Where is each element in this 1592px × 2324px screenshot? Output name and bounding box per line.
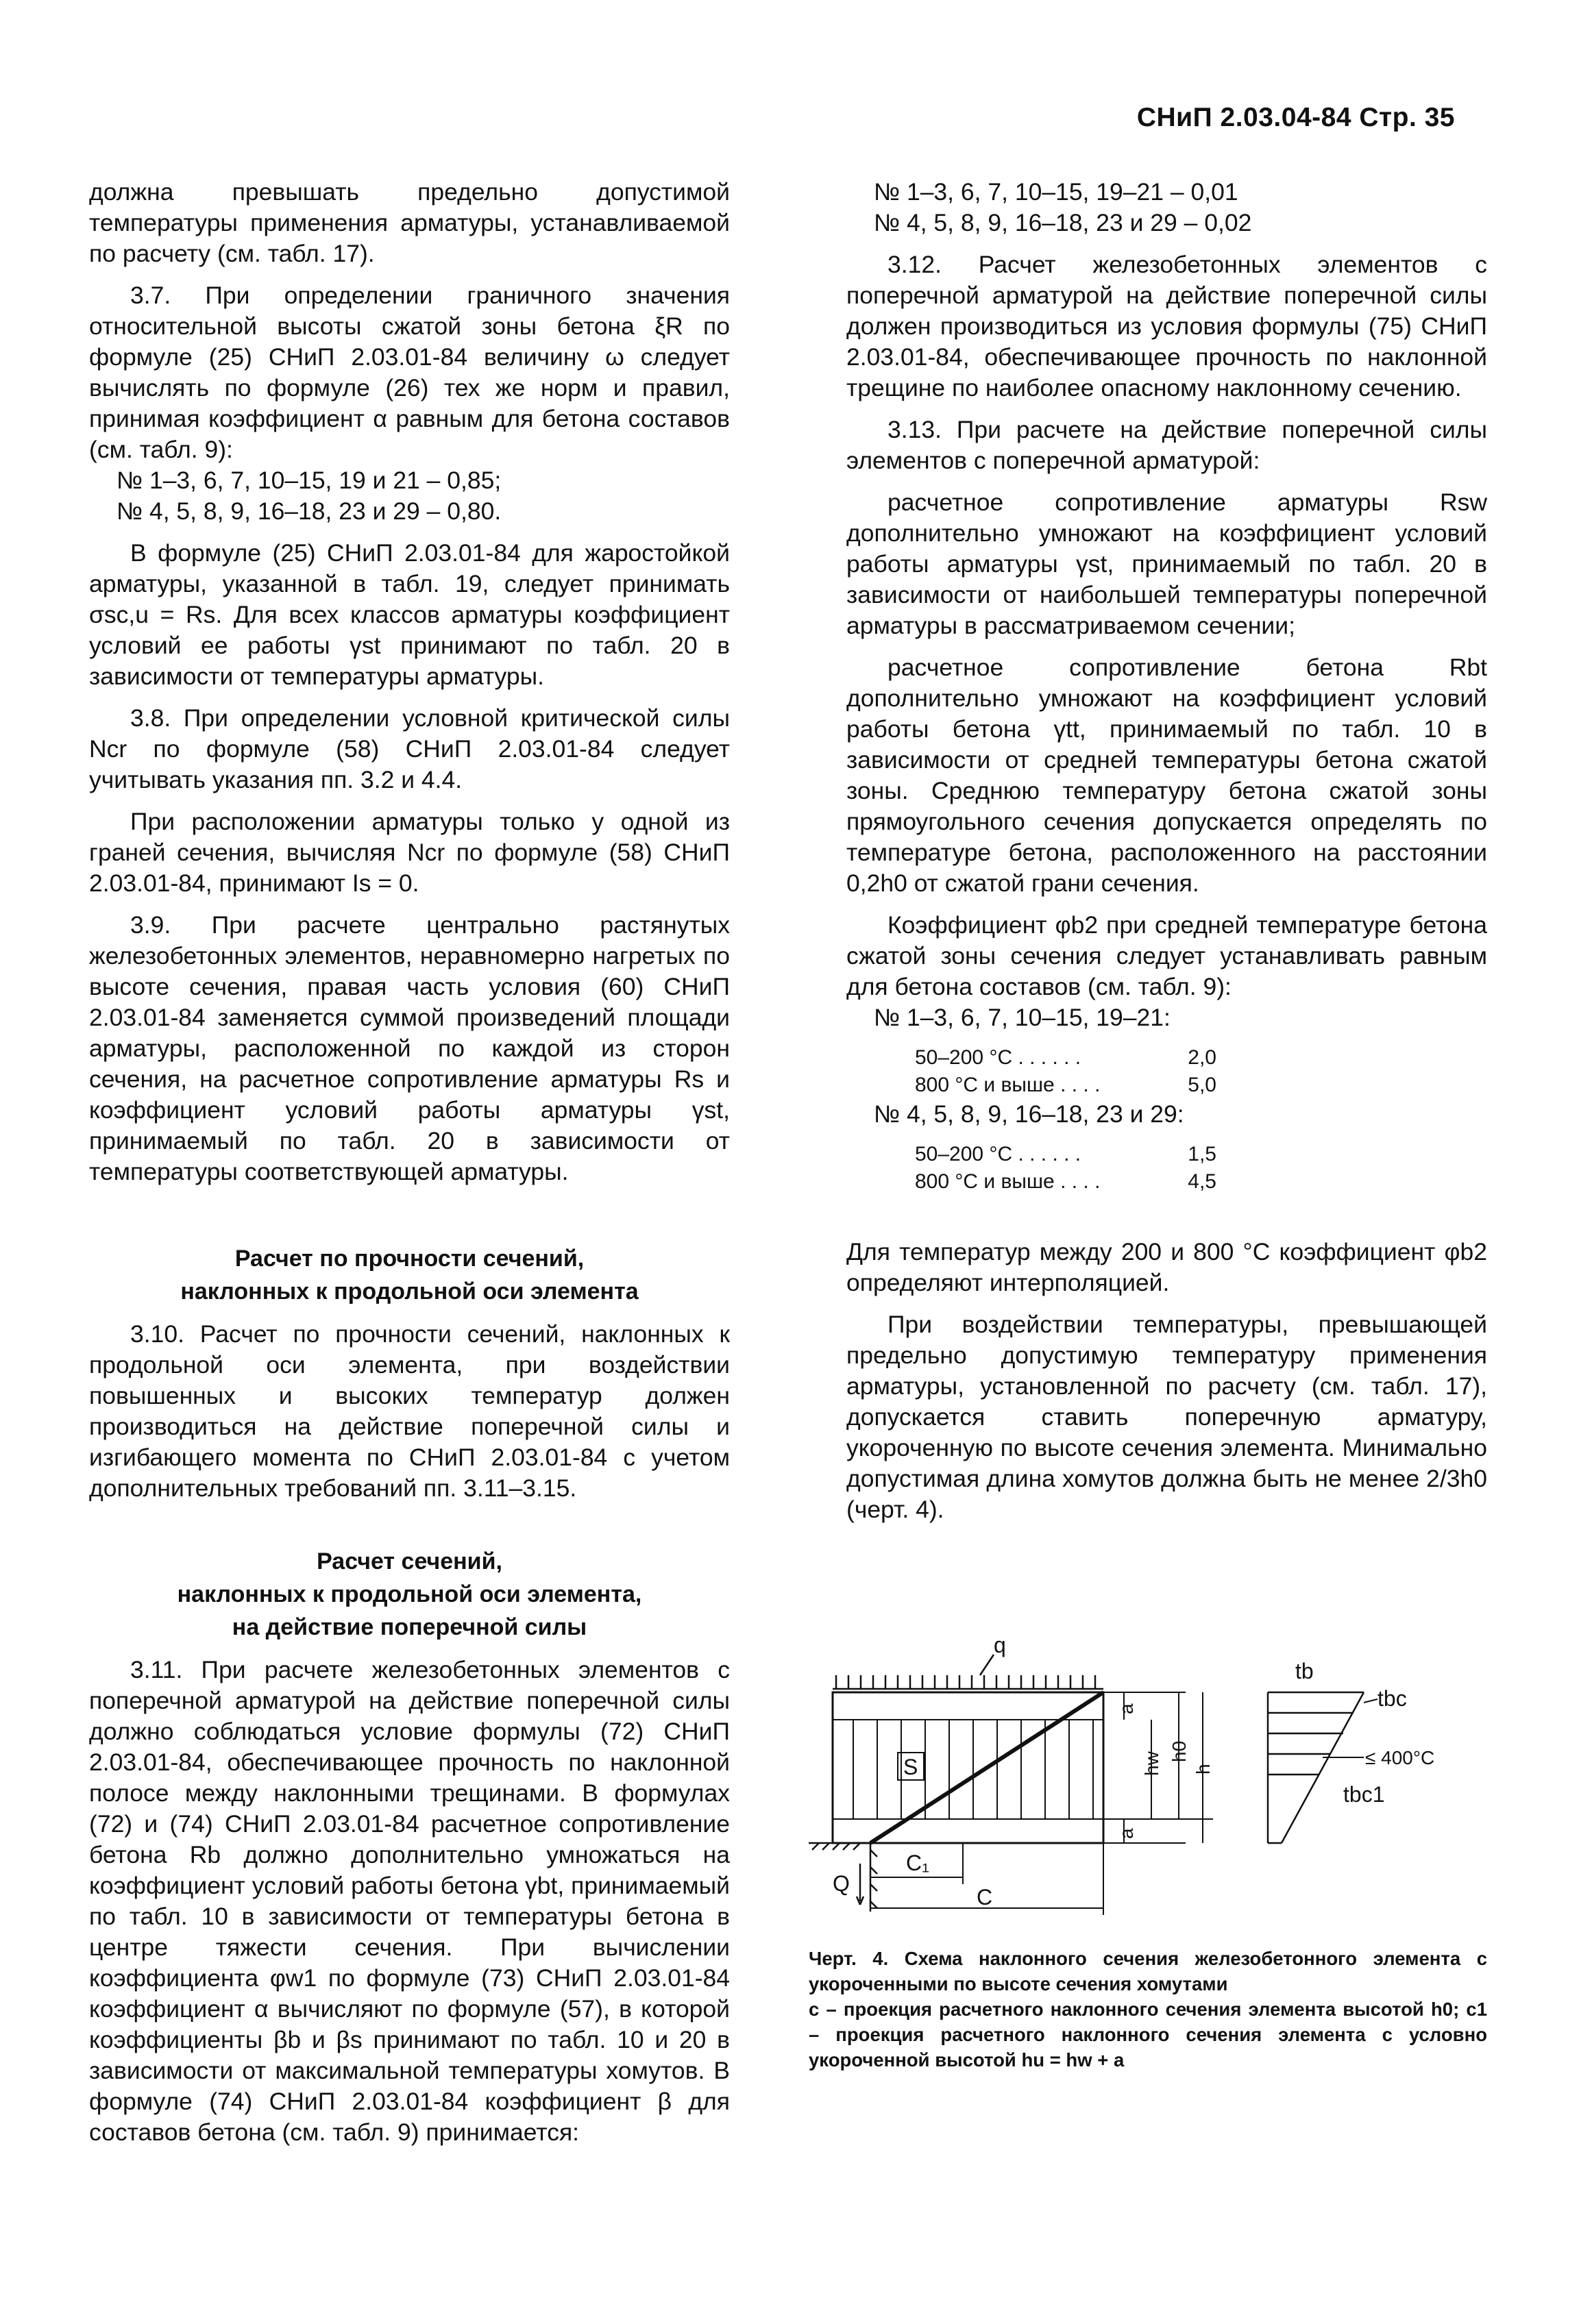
paragraph: должна превышать предельно допустимой температуры применения арматуры, устанавливаемой по расчету (см. табл. 17).	[89, 178, 730, 267]
section-heading: наклонных к продольной оси элемента,	[177, 1581, 642, 1607]
paragraph-3-7: 3.7. При определении граничного значения относительной высоты сжатой зоны бетона ξR по формуле (25) СНиП 2.03.01-84 величину ω следует вычислять по формуле (26) тех же норм и правил, принимая коэффициент α равным для бетона составов (см. табл. 9):	[89, 282, 730, 463]
page-number: Стр. 35	[1359, 103, 1455, 132]
label-h0: h0	[1168, 1740, 1190, 1762]
label-a-top: a	[1116, 1703, 1137, 1714]
paragraph: Для температур между 200 и 800 °С коэффициент φb2 определяют интерполяцией.	[846, 1238, 1487, 1296]
label-s: S	[903, 1755, 918, 1779]
label-hw: hw	[1141, 1751, 1162, 1776]
list-line: № 1–3, 6, 7, 10–15, 19–21 – 0,01	[874, 178, 1238, 206]
paragraph: Коэффициент φb2 при средней температуре бетона сжатой зоны сечения следует устанавливать равным для бетона составов (см. табл. 9):	[846, 911, 1487, 1000]
left-column	[89, 177, 730, 2148]
caption-title: Черт. 4. Схема наклонного сечения железобетонного элемента с укороченными по высоте сечения хомутами	[809, 1948, 1487, 1994]
paragraph: При воздействии температуры, превышающей предельно допустимую температуру применения арматуры, установленной по расчету (см. табл. 17), допускается ставить поперечную арматуру, укороченную по высоте сечения элемента. Минимально допустимая длина хомутов должна быть не менее 2/3h0 (черт. 4).	[846, 1311, 1487, 1523]
paragraph: расчетное сопротивление арматуры Rsw дополнительно умножают на коэффициент условий работы арматуры γst, принимаемый по табл. 20 в зависимости от наибольшей температуры поперечной арматуры в рассматриваемом сечении;	[846, 489, 1487, 639]
paragraph-3-9: 3.9. При расчете центрально растянутых железобетонных элементов, неравномерно нагретых по высоте сечения, правая часть условия (60) СНиП 2.03.01-84 заменяется суммой произведений площади арматуры, расположенной по каждой из сторон сечения, на расчетное сопротивление арматуры Rs и коэффициент условий работы арматуры γst, принимаемый по табл. 20 в зависимости от температуры соответствующей арматуры.	[89, 911, 730, 1185]
label-tbc1: tbc1	[1343, 1782, 1385, 1807]
page-header	[1137, 103, 1455, 133]
list-line: № 4, 5, 8, 9, 16–18, 23 и 29 – 0,02	[874, 209, 1252, 236]
section-heading: на действие поперечной силы	[232, 1614, 587, 1640]
label-Q: Q	[833, 1871, 850, 1896]
figure-caption	[809, 1946, 1487, 2073]
label-400: ≤ 400°C	[1365, 1747, 1435, 1768]
label-q: q	[994, 1637, 1006, 1657]
beam-outline	[833, 1692, 1103, 1843]
list-line: № 4, 5, 8, 9, 16–18, 23 и 29 – 0,80.	[117, 497, 502, 525]
group-heading: № 4, 5, 8, 9, 16–18, 23 и 29:	[874, 1100, 1184, 1128]
paragraph: расчетное сопротивление бетона Rbt дополнительно умножают на коэффициент условий работы бетона γtt, принимаемый по табл. 10 в зависимости от средней температуры бетона сжатой зоны. Среднюю температуру бетона сжатой зоны прямоугольного сечения допускается определять по температуре бетона, расположенного на расстоянии 0,2h0 от сжатой грани сечения.	[846, 654, 1487, 897]
caption-text: c – проекция расчетного наклонного сечения элемента высотой h0; c1 – проекция расчетного наклонного сечения элемента с условно укороченной высотой hu = hw + a	[809, 1999, 1487, 2070]
paragraph-3-12: 3.12. Расчет железобетонных элементов с поперечной арматурой на действие поперечной силы должен производиться из условия формулы (75) СНиП 2.03.01-84, обеспечивающее прочность по наклонной трещине по наиболее опасному наклонному сечению.	[846, 251, 1487, 401]
label-tb: tb	[1295, 1659, 1314, 1683]
coef-table: 50–200 °С . . . . . . 1,5 800 °С и выше . . . . 4,5	[915, 1143, 1216, 1193]
right-column	[846, 177, 1487, 1525]
doc-code: СНиП 2.03.04-84	[1136, 103, 1352, 132]
section-heading: Расчет по прочности сечений,	[234, 1246, 585, 1272]
label-tbc: tbc	[1377, 1686, 1407, 1711]
stirrups	[853, 1720, 1093, 1819]
paragraph-3-8: 3.8. При определении условной критической силы Ncr по формуле (58) СНиП 2.03.01-84 следует учитывать указания пп. 3.2 и 4.4.	[89, 704, 730, 793]
paragraph-3-10: 3.10. Расчет по прочности сечений, наклонных к продольной оси элемента, при воздействии повышенных и высоких температур должен производиться на действие поперечной силы и изгибающего момента по СНиП 2.03.01-84 с учетом дополнительных требований пп. 3.11–3.15.	[89, 1320, 730, 1502]
temperature-diagram	[1268, 1692, 1377, 1843]
paragraph-3-11: 3.11. При расчете железобетонных элементов с поперечной арматурой на действие поперечной силы должно соблюдаться условие формулы (72) СНиП 2.03.01-84, обеспечивающее прочность по наклонной полосе между наклонными трещинами. В формулах (72) и (74) СНиП 2.03.01-84 расчетное сопротивление бетона Rb должно дополнительно умножаться на коэффициент условий работы бетона γbt, принимаемый по табл. 10 в зависимости от температуры бетона в центре тяжести сечения. При вычислении коэффициента φw1 по формуле (73) СНиП 2.03.01-84 коэффициент α вычисляют по формуле (57), в которой коэффициенты βb и βs принимают по табл. 10 и 20 в зависимости от максимальной температуры хомутов. В формуле (74) СНиП 2.03.01-84 коэффициент β для составов бетона (см. табл. 9) принимается:	[89, 1656, 730, 2146]
load-arrows	[833, 1655, 1103, 1689]
figure-4	[802, 1637, 1487, 1918]
section-heading: Расчет сечений,	[317, 1548, 502, 1574]
label-h: h	[1192, 1764, 1214, 1775]
paragraph-3-13: 3.13. При расчете на действие поперечной силы элементов с поперечной арматурой:	[846, 416, 1487, 474]
label-c: C	[977, 1885, 993, 1909]
label-a-bot: a	[1116, 1828, 1137, 1839]
paragraph: При расположении арматуры только у одной из граней сечения, вычисляя Ncr по формуле (58) СНиП 2.03.01-84, принимают Is = 0.	[89, 808, 730, 897]
section-heading: наклонных к продольной оси элемента	[180, 1278, 639, 1305]
coef-table: 50–200 °С . . . . . . 2,0 800 °С и выше . . . . 5,0	[915, 1046, 1216, 1096]
label-c1: C₁	[906, 1851, 929, 1875]
group-heading: № 1–3, 6, 7, 10–15, 19–21:	[874, 1004, 1171, 1031]
paragraph: В формуле (25) СНиП 2.03.01-84 для жаростойкой арматуры, указанной в табл. 19, следует принимать σsc,u = Rs. Для всех классов арматуры коэффициент условий ее работы γst принимают по табл. 20 в зависимости от температуры арматуры.	[89, 539, 730, 690]
list-line: № 1–3, 6, 7, 10–15, 19 и 21 – 0,85;	[117, 467, 502, 494]
